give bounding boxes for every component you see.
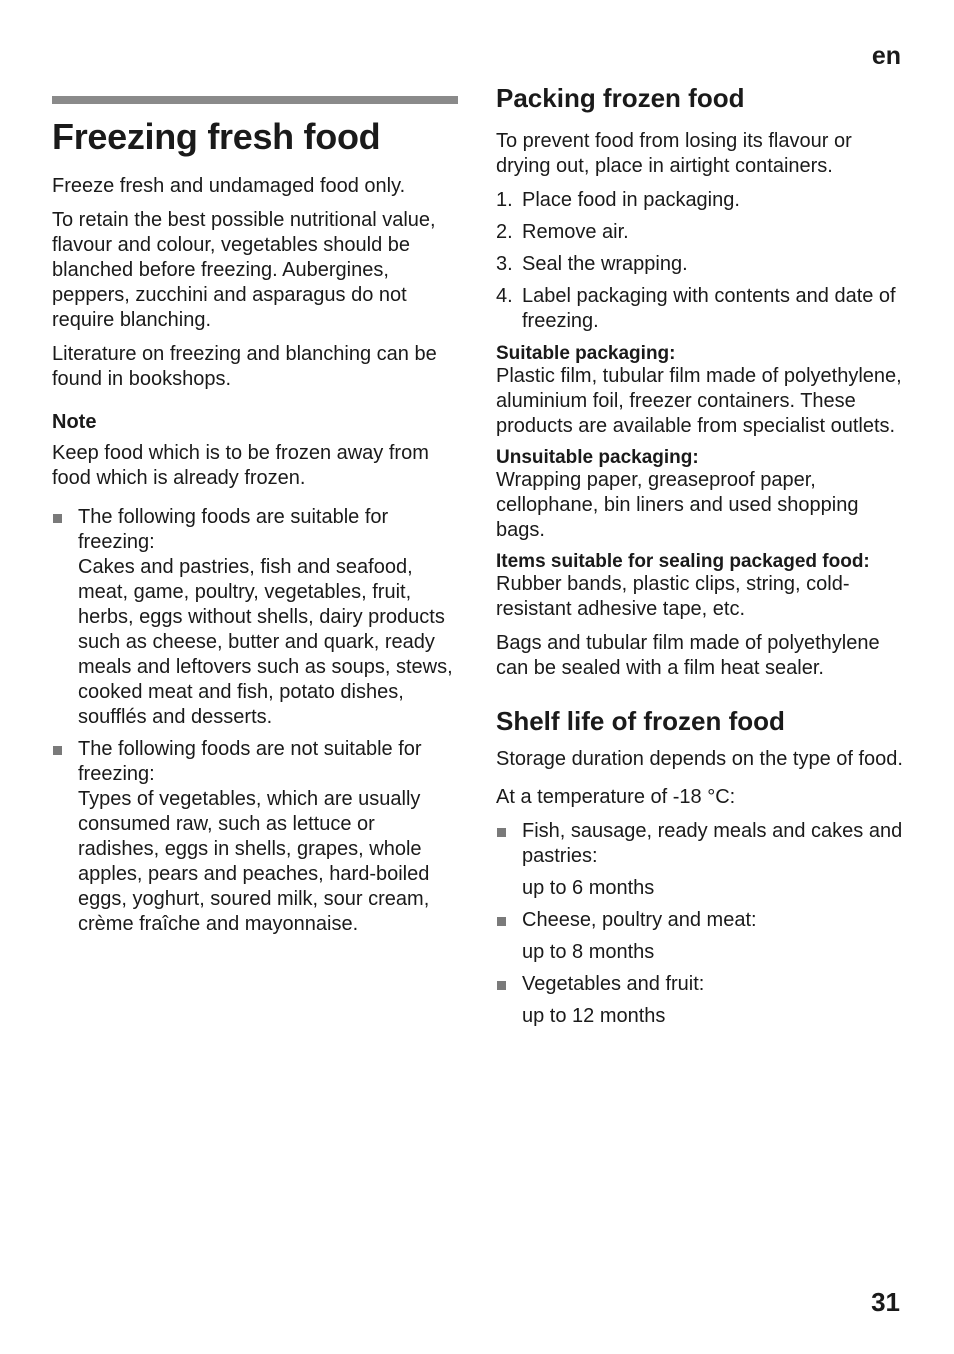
left-column [52,96,458,944]
step-number: 1. [496,188,513,211]
suitable-packaging-label: Suitable packaging: [496,342,676,364]
step-text: Remove air. [522,220,629,243]
sealing-items-block [496,552,911,622]
list-item-lead: The following foods are suitable for freezing: [78,506,389,554]
step-item [496,284,911,334]
list-item-body: Cakes and pastries, fish and seafood, meat, game, poultry, vegetables, fruit, herbs, eggs without shells, dairy products such as cheese, butter and quark, ready meals and leftovers such as soups, stews, cooked meat and fish, potato dishes, soufflés and desserts. [78,556,453,729]
packing-heading: Packing frozen food [496,83,745,113]
list-item-not-suitable [52,737,458,937]
shelf-life-heading: Shelf life of frozen food [496,705,785,736]
list-item-suitable [52,505,458,730]
language-marker: en [871,42,901,70]
step-text: Place food in packaging. [522,188,740,211]
step-text: Seal the wrapping. [522,252,688,275]
page-number: 31 [871,1287,900,1317]
shelf-life-intro: Storage duration depends on the type of food. [496,747,903,770]
literature-paragraph: Literature on freezing and blanching can be found in bookshops. [52,343,437,391]
sealing-items-label: Items suitable for sealing packaged food: [496,550,870,572]
unsuitable-packaging-label: Unsuitable packaging: [496,446,699,468]
list-item-lead: The following foods are not suitable for freezing: [78,738,422,786]
step-item [496,252,911,277]
shelf-item [496,819,911,901]
blanching-paragraph: To retain the best possible nutritional value, flavour and colour, vegetables should be blanched before freezing. Aubergines, peppers, zucchini and asparagus do not require blanching. [52,209,436,332]
intro-paragraph: Freeze fresh and undamaged food only. [52,175,406,198]
heat-sealer-paragraph: Bags and tubular film made of polyethylene can be sealed with a film heat sealer. [496,631,880,679]
shelf-item-label: Cheese, poultry and meat: [522,908,757,931]
page-title: Freezing fresh food [52,116,381,157]
step-item [496,188,911,213]
list-item-body: Types of vegetables, which are usually consumed raw, such as lettuce or radishes, eggs in shells, grapes, whole apples, pears and peaches, hard-boiled eggs, yoghurt, soured milk, sour cream, crème fraîche and mayonnaise. [78,788,430,936]
sealing-items-text: Rubber bands, plastic clips, string, cold-resistant adhesive tape, etc. [496,572,850,620]
unsuitable-packaging-text: Wrapping paper, greaseproof paper, cellophane, bin liners and used shopping bags. [496,468,859,541]
shelf-life-list [496,819,911,1029]
shelf-item-label: Fish, sausage, ready meals and cakes and pastries: [522,819,903,867]
shelf-item-label: Vegetables and fruit: [522,972,705,995]
suitable-packaging-text: Plastic film, tubular film made of polyethylene, aluminium foil, freezer containers. These products are available from specialist outlets. [496,364,902,437]
right-column [496,84,911,1036]
shelf-item-duration: up to 6 months [522,876,655,899]
food-suitability-list [52,505,458,937]
unsuitable-packaging-block [496,448,911,543]
section-rule [52,96,458,104]
step-number: 3. [496,252,513,275]
packing-intro: To prevent food from losing its flavour or drying out, place in airtight containers. [496,129,852,177]
shelf-item-duration: up to 12 months [522,1004,666,1027]
shelf-item [496,908,911,965]
shelf-item-duration: up to 8 months [522,940,655,963]
shelf-item [496,972,911,1029]
note-heading: Note [52,411,97,434]
step-number: 2. [496,220,513,243]
step-text: Label packaging with contents and date of freezing. [522,284,896,332]
step-item [496,220,911,245]
note-text: Keep food which is to be frozen away from food which is already frozen. [52,442,429,490]
step-number: 4. [496,284,513,307]
temperature-text: At a temperature of -18 °C: [496,785,736,808]
packing-steps [496,188,911,334]
suitable-packaging-block [496,344,911,439]
